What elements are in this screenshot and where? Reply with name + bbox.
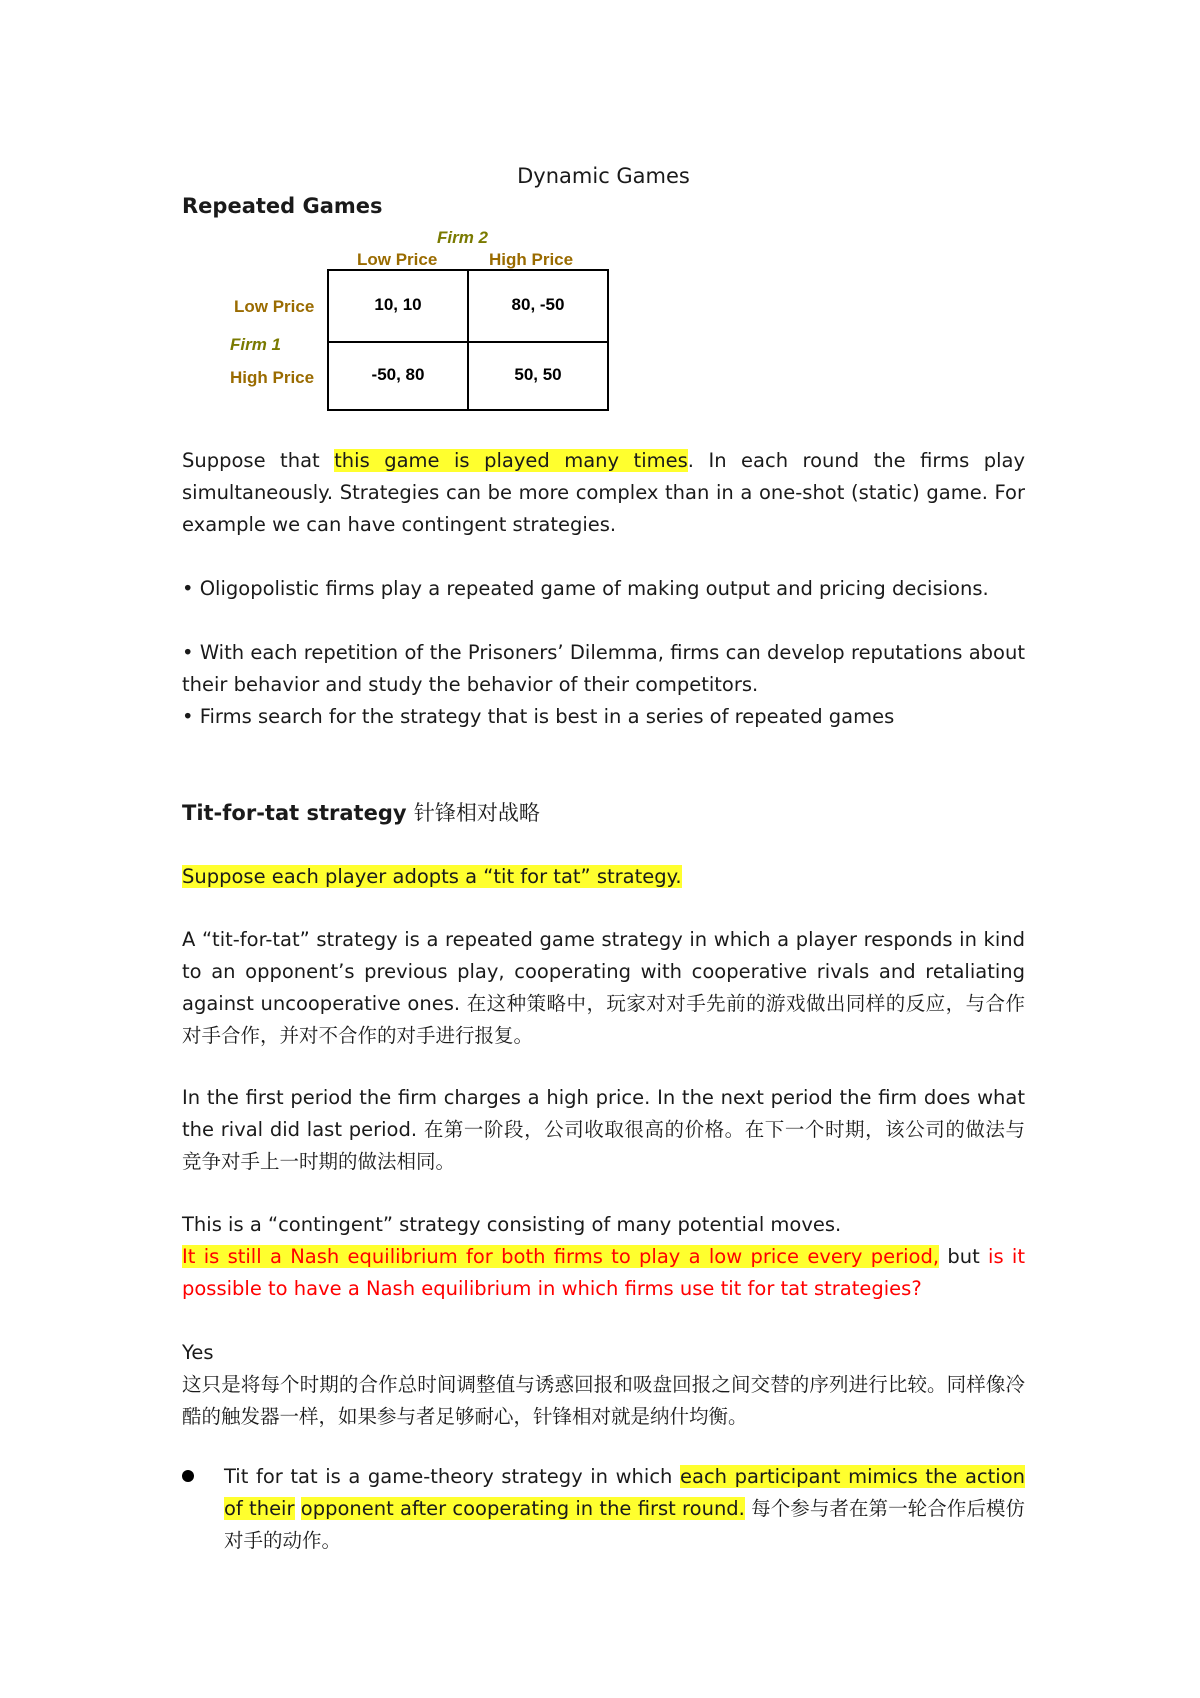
tft-definition: A “tit-for-tat” strategy is a repeated game strategy in which a player responds in kind to an opponent’s previous play, cooperating with cooperative rivals and retaliating against uncooperative ones. 在这种策略中，玩家对对手先前的游戏做出同样的反应，与合作对手合作，并对不合作的对手进行报复。 [182, 928, 1025, 1047]
bullet-reputation: • With each repetition of the Prisoners’ Dilemma, firms can develop reputations about their behavior and study the behavior of their competitors. [182, 641, 1025, 696]
payoff-cell: 50, 50 [514, 365, 562, 384]
payoff-matrix [182, 228, 642, 414]
highlight-played-many-times: this game is played many times [334, 449, 688, 472]
bullet-icon [182, 1470, 194, 1482]
tft-heading: Tit-for-tat strategy 针锋相对战略 [182, 801, 540, 825]
row-label-low-price: Low Price [234, 297, 315, 316]
payoff-cell: 80, -50 [511, 295, 565, 314]
page-title: Dynamic Games [517, 164, 690, 188]
col-label-low-price: Low Price [357, 250, 438, 269]
row-label-high-price: High Price [230, 368, 315, 387]
tft-contingent: This is a “contingent” strategy consisting of many potential moves. [182, 1213, 842, 1236]
tft-bullet: Tit for tat is a game-theory strategy in which each participant mimics the action of their opponent after cooperating in the first round. 每个参与者在第一轮合作后模仿对手的动作。 [224, 1465, 1025, 1552]
col-label-high-price: High Price [489, 250, 574, 269]
payoff-cell: -50, 80 [371, 365, 425, 384]
firm2-label: Firm 2 [437, 228, 489, 247]
payoff-grid [327, 269, 609, 411]
bullet-oligopolistic: • Oligopolistic firms play a repeated game of making output and pricing decisions. [182, 577, 989, 600]
tft-chinese-paragraph: 这只是将每个时期的合作总时间调整值与诱惑回报和吸盘回报之间交替的序列进行比较。同样像冷酷的触发器一样，如果参与者足够耐心，针锋相对就是纳什均衡。 [182, 1373, 1025, 1428]
firm1-label: Firm 1 [230, 335, 282, 354]
bullet-strategy-search: • Firms search for the strategy that is best in a series of repeated games [182, 705, 895, 728]
payoff-cell: 10, 10 [374, 295, 422, 314]
tft-yes: Yes [182, 1341, 214, 1364]
tft-period-paragraph: In the first period the firm charges a high price. In the next period the firm does what the rival did last period. 在第一阶段，公司收取很高的价格。在下一个时期，该公司的做法与竞争对手上一时期的做法相同。 [182, 1086, 1025, 1173]
repeated-games-heading: Repeated Games [182, 194, 383, 218]
repeated-games-paragraph: Suppose that this game is played many times. In each round the firms play simultaneously. Strategies can be more complex than in a one-shot (static) game. For example we can have contingent strategies. [182, 449, 1025, 536]
tft-suppose: Suppose each player adopts a “tit for tat” strategy. [182, 865, 682, 888]
tft-nash-question: It is still a Nash equilibrium for both firms to play a low price every period, but is it possible to have a Nash equilibrium in which firms use tit for tat strategies? [182, 1245, 1025, 1300]
